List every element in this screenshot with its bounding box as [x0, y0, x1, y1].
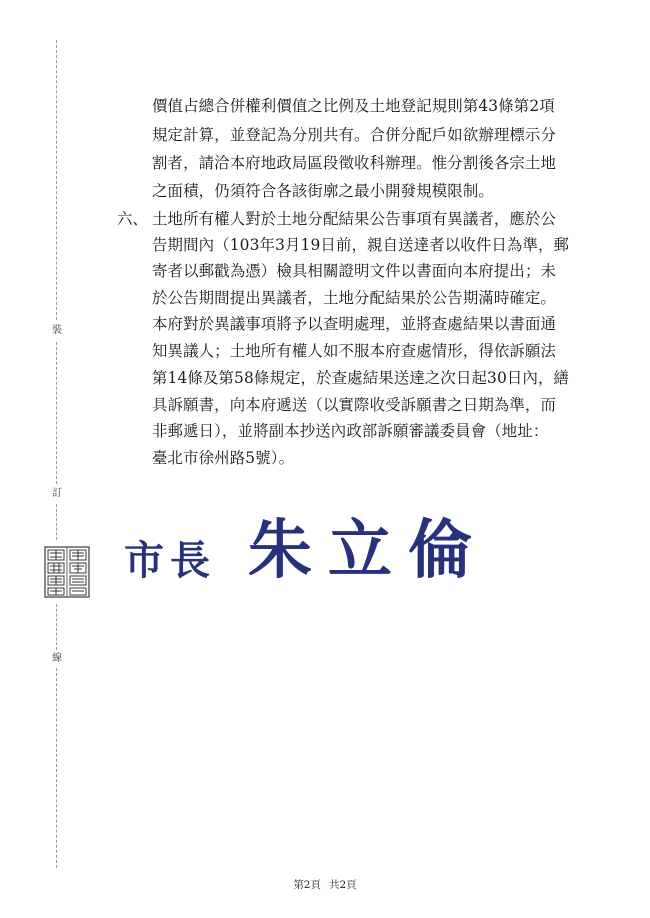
page-number: 第2頁 [293, 879, 321, 891]
page-total: 共2頁 [329, 879, 357, 891]
paragraph-line: 之面積，仍須符合各該街廓之最小開發規模限制。 [152, 182, 494, 200]
item-6-line: 第14條及第58條規定，於查處結果送達之次日起30日內，繕 [152, 369, 570, 387]
archive-stamp [44, 546, 90, 598]
item-6-line: 具訴願書，向本府遞送（以實際收受訴願書之日期為準，而 [152, 396, 557, 414]
binding-mark-middle: 訂 [52, 488, 62, 499]
item-number: 六、 [117, 210, 148, 228]
binding-mark-bottom: 線 [52, 653, 62, 664]
page-footer [0, 878, 650, 892]
item-6-line: 非郵遞日），並將副本抄送內政部訴願審議委員會（地址： [152, 422, 549, 440]
binding-line-lower [56, 504, 57, 540]
item-6-line: 土地所有權人對於土地分配結果公告事項有異議者，應於公 [152, 210, 557, 228]
binding-mark-top: 裝 [52, 325, 62, 336]
paragraph-line: 割者，請洽本府地政局區段徵收科辦理。惟分割後各宗土地 [152, 154, 557, 172]
binding-line-end [56, 668, 57, 868]
paragraph-line: 價值占總合併權利價值之比例及土地登記規則第43條第2項 [152, 97, 555, 115]
mayor-signature [120, 505, 488, 600]
item-6-line: 寄者以郵戳為憑）檢具相關證明文件以書面向本府提出；未 [152, 262, 557, 280]
item-6-line: 知異議人；土地所有權人如不服本府查處情形，得依訴願法 [152, 342, 557, 360]
mayor-name: 朱立倫 [248, 513, 488, 588]
binding-line-bottom [56, 604, 57, 650]
paragraph-line: 規定計算，並登記為分別共有。合併分配戶如欲辦理標示分 [152, 126, 557, 144]
item-6-line: 於公告期間提出異議者，土地分配結果於公告期滿時確定。 [152, 289, 557, 307]
item-6-line: 臺北市徐州路5號）。 [152, 449, 295, 467]
binding-line-middle [56, 342, 57, 484]
item-6-line: 本府對於異議事項將予以查明處理，並將查處結果以書面通 [152, 315, 557, 333]
binding-line-upper [56, 40, 57, 320]
mayor-title: 市長 [124, 537, 216, 584]
item-6-line: 告期間內（103年3月19日前，親自送達者以收件日為準，郵 [152, 236, 570, 254]
